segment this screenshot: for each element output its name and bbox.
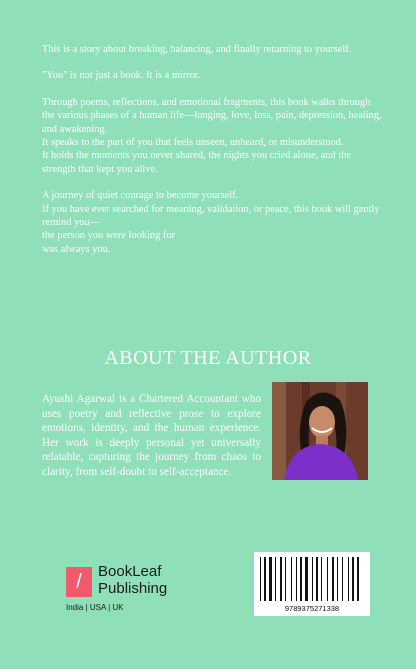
- publisher-name-line-1: BookLeaf: [98, 563, 162, 580]
- barcode-bars: [254, 552, 370, 604]
- isbn-number: 9789375271338: [284, 604, 340, 613]
- blurb-paragraph-1: This is a story about breaking, balancing, and finally returning to yourself.: [42, 44, 352, 55]
- blurb-paragraph-4d: was always you.: [42, 243, 111, 255]
- blurb-paragraph-3b: It speaks to the part of you that feels unseen, unheard, or misunderstood.: [42, 137, 344, 149]
- blurb-paragraph-4c: the person you were looking for: [42, 230, 176, 242]
- blurb-paragraph-3a: Through poems, reflections, and emotional fragments, this book walks through the various phases of a human life—longing, love, loss, pain, depression, healing, and awakening.: [42, 96, 382, 135]
- publisher-logo-mark: /: [66, 567, 92, 597]
- publisher-name-line-2: Publishing: [98, 580, 168, 597]
- back-cover-blurb: [42, 43, 382, 256]
- blurb-paragraph-4a: A journey of quiet courage to become yourself.: [42, 190, 239, 202]
- about-author-heading: ABOUT THE AUTHOR: [104, 347, 312, 369]
- blurb-paragraph-2: "You" is not just a book. It is a mirror.: [42, 70, 201, 82]
- publisher-regions: India | USA | UK: [66, 603, 124, 612]
- author-photo: [272, 382, 368, 480]
- blurb-paragraph-4b: If you have ever searched for meaning, validation, or peace, this book will gently remind you—: [42, 203, 380, 229]
- blurb-paragraph-3c: It holds the moments you never shared, the nights you cried alone, and the strength that kept you alive.: [42, 150, 352, 175]
- author-bio: Ayushi Agarwal is a Chartered Accountant who uses poetry and reflective prose to explore emotions, identity, and the human experience. Her work is deeply personal yet universally relatable, capturing the journey from chaos to clarity, from self-doubt to self-acceptance.: [42, 393, 261, 478]
- isbn-barcode: [254, 552, 370, 616]
- author-portrait-illustration: [272, 382, 368, 480]
- publisher-name: [98, 563, 208, 597]
